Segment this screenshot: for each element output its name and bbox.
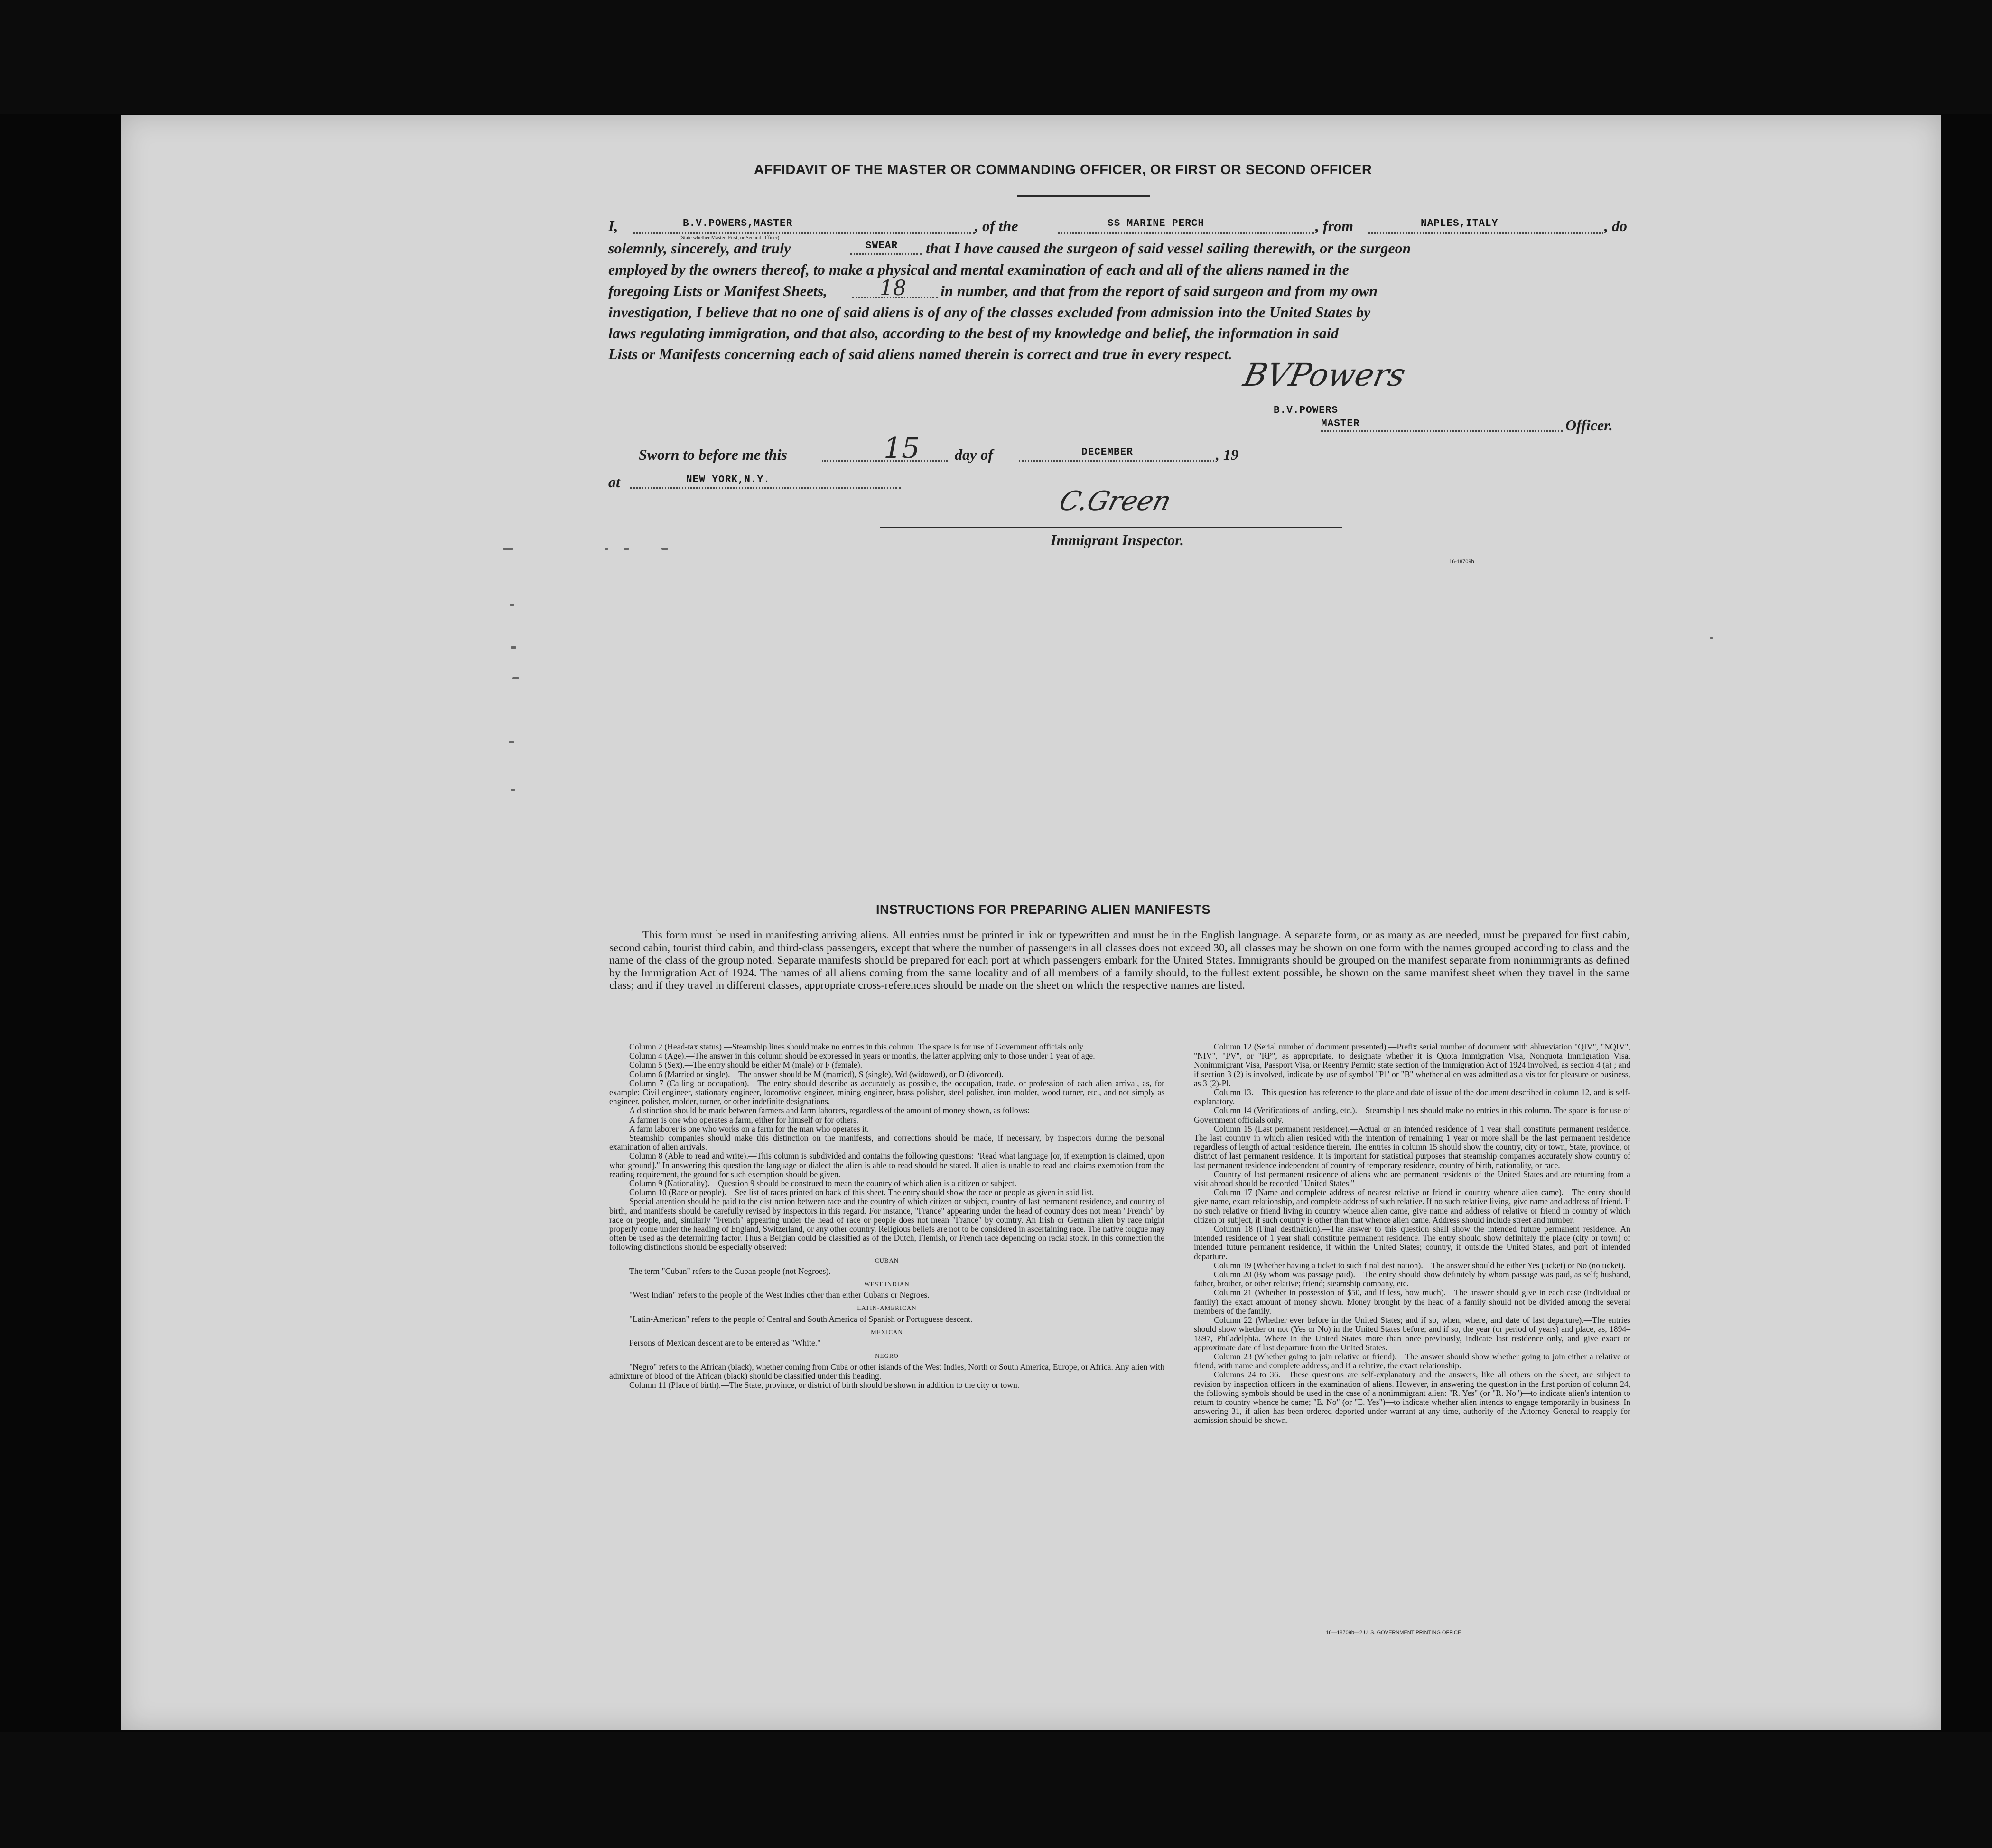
race-subheading: NEGRO: [875, 1352, 899, 1360]
inspector-signature: C.Green: [1056, 486, 1175, 517]
instruction-paragraph: Column 9 (Nationality).—Question 9 should be construed to mean the country of which alien is a citizen or subject.: [629, 1179, 1016, 1189]
scan-speck: [605, 548, 608, 550]
manifest-page: [121, 115, 1941, 1730]
day-of-text: day of: [955, 446, 993, 463]
aff-line6: laws regulating immigration, and that also, according to the best of my knowledge and belief, the information in said: [608, 325, 1339, 342]
oath-blank: [850, 253, 922, 255]
rank-blank: [1321, 430, 1563, 432]
instruction-paragraph: Steamship companies should make this distinction on the manifests, and corrections should be made, if necessary, by inspectors during the personal examination of alien arrivals.: [609, 1133, 1164, 1152]
vessel-blank: [1058, 232, 1314, 234]
intro-paragraph: This form must be used in manifesting arriving aliens. All entries must be printed in ink or typewritten and must be in the English language. A separate form, or as many as are needed, must be prepared for first cabin, second cabin, tourist third cabin, and third-class passengers, except that where the number of passengers in all classes does not exceed 30, all classes may be shown on one form with the names grouped according to class and the name of the class of the group noted. Separate manifests should be prepared for each port at which passengers embark for the United States. Immigrants should be grouped on the manifest separate from nonimmigrants as defined by the Immigration Act of 1924. The names of all aliens coming from the same locality and of all members of a family should, to the fullest extent possible, be shown on the same manifest sheet when they travel in the same class; and if they travel in different classes, appropriate cross-references should be made on the sheet on which the respective names are listed.: [609, 929, 1629, 992]
scan-speck: [1710, 637, 1713, 639]
instruction-paragraph: Column 11 (Place of birth).—The State, province, or district of birth should be shown in addition to the city or town.: [629, 1380, 1020, 1390]
instructions-intro: [609, 929, 1629, 992]
inspector-rule: [880, 527, 1342, 528]
instruction-paragraph: Column 6 (Married or single).—The answer should be M (married), S (single), Wd (widowed), or D (divorced).: [629, 1069, 1004, 1079]
printing-office-footer: 16—18709b—2 U. S. GOVERNMENT PRINTING OFFICE: [1326, 1630, 1461, 1635]
instruction-paragraph: Column 22 (Whether ever before in the United States; and if so, when, where, and date of last departure).—The entries should show whether or not (Yes or No) in the United States before; and if so, the year (or period of years) and place, as, 1894–1897, Philadelphia. Where in the United States more than once previously, indicate last residence only, and give exact or approximate date of last departure from the United States.: [1194, 1315, 1630, 1352]
race-subheading: LATIN-AMERICAN: [857, 1304, 917, 1312]
instruction-paragraph: Column 13.—This question has reference to the place and date of issue of the document described in column 12, and is self-explanatory.: [1194, 1087, 1630, 1106]
inspector-title: Immigrant Inspector.: [1051, 531, 1184, 548]
instruction-paragraph: Columns 24 to 36.—These questions are self-explanatory and the answers, like all others on the sheet, are subject to revision by inspection officers in the examination of aliens. However, in answering the question in the first portion of column 24, the following symbols should be used in the case of a nonimmigrant alien: "R. Yes" (or "R. No")—to indicate alien's intention to return to country whence he came; "E. No" (or "E. Yes")—to indicate whether alien intends to engage temporarily in business. In answering 31, if alien has been ordered deported under warrant at any time, authority of the Attorney General to reapply for admission should be shown.: [1194, 1370, 1630, 1425]
aff-i: I,: [608, 217, 618, 234]
departure-port: NAPLES,ITALY: [1421, 218, 1499, 229]
aff-line4a: foregoing Lists or Manifest Sheets,: [608, 282, 828, 299]
instruction-paragraph: Column 15 (Last permanent residence).—Actual or an intended residence of 1 year shall constitute permanent residence. The last country in which alien resided with the intention of remaining 1 year or more shall be the last permanent residence regardless of length of actual residence therein. The entries in column 15 should show the country, city or town, State, province, or district of last permanent residence. It is important for statistical purposes that steamship companies accurately show country of last permanent residence independent of country of temporary residence, country of birth, nationality, or race.: [1194, 1124, 1630, 1170]
instruction-paragraph: The term "Cuban" refers to the Cuban people (not Negroes).: [629, 1266, 831, 1276]
instruction-paragraph: A distinction should be made between farmers and farm laborers, regardless of the amount of money shown, as follows:: [629, 1105, 1030, 1115]
scan-speck: [510, 604, 514, 606]
instruction-paragraph: Column 14 (Verifications of landing, etc.).—Steamship lines should make no entries in this column. The space is for use of Government officials only.: [1194, 1105, 1630, 1124]
scan-speck: [511, 646, 516, 649]
month-blank: [1019, 460, 1214, 462]
aff-do: , do: [1604, 217, 1627, 234]
instruction-paragraph: Column 2 (Head-tax status).—Steamship lines should make no entries in this column. The space is for use of Government officials only.: [629, 1042, 1085, 1051]
instruction-paragraph: A farm laborer is one who works on a farm for the man who operates it.: [629, 1124, 869, 1133]
oath-word: SWEAR: [866, 241, 898, 251]
port-blank: [1368, 232, 1603, 234]
aff-line7: Lists or Manifests concerning each of said aliens named therein is correct and true in every respect.: [608, 345, 1232, 362]
instruction-paragraph: Column 17 (Name and complete address of nearest relative or friend in country whence alien came).—The entry should give name, exact relationship, and complete address of such relative. If no such relative living, give name and address of friend. If no such relative or friend living in country whence alien came, give name and address of relative or friend in country of which citizen or subject, if such country is other than that whence alien came. Address should include street and number.: [1194, 1188, 1630, 1225]
instruction-paragraph: "Negro" refers to the African (black), whether coming from Cuba or other islands of the West Indies, North or South America, Europe, or Africa. Any alien with admixture of blood of the African (black) should be classified under this heading.: [609, 1362, 1164, 1381]
officer-word: Officer.: [1565, 417, 1613, 434]
instruction-paragraph: "West Indian" refers to the people of the West Indies other than either Cubans or Negroes.: [629, 1290, 930, 1300]
aff-line2a: solemnly, sincerely, and truly: [608, 240, 791, 257]
film-border-top: [0, 0, 1992, 114]
signer-typed-name: B.V.POWERS: [1274, 405, 1339, 416]
instruction-paragraph: Column 23 (Whether going to join relative or friend).—The answer should show whether going to join either a relative or friend, with name and complete address; and if a relative, the exact relationship.: [1194, 1351, 1630, 1371]
title-rule: [1017, 195, 1150, 197]
instruction-paragraph: Column 10 (Race or people).—See list of races printed on back of this sheet. The entry should show the race or people as given in said list.: [629, 1188, 1094, 1198]
instruction-paragraph: Country of last permanent residence of aliens who are permanent residents of the United States and are returning from a visit abroad should be recorded "United States.": [1194, 1169, 1630, 1189]
master-signature: BVPowers: [1240, 357, 1409, 393]
instruction-paragraph: Column 12 (Serial number of document presented).—Prefix serial number of document with abbreviation "QIV", "NQIV", "NIV", "PV", or "RP", as appropriate, to designate whether it is Quota Immigration Visa, Nonquota Immigration Visa, Nonimmigrant Visa, Passport Visa, or Reentry Permit; state section of the Immigration Act of 1924 involved, as section 4 (a) ; and if section 3 (2) is involved, indicate by use of symbol "Pl" or "B" whether alien was admitted as a visitor for pleasure or business, as 3 (2)-Pl.: [1194, 1042, 1630, 1088]
instruction-paragraph: Persons of Mexican descent are to be entered as "White.": [629, 1338, 821, 1348]
sworn-place: NEW YORK,N.Y.: [686, 474, 770, 485]
aff-from: , from: [1315, 217, 1353, 234]
sworn-month: DECEMBER: [1081, 447, 1133, 458]
form-number: 16-18709b: [1449, 559, 1474, 565]
scan-speck: [509, 741, 514, 743]
place-blank: [630, 487, 901, 489]
sworn-text: Sworn to before me this: [639, 446, 787, 463]
aff-line5: investigation, I believe that no one of said aliens is of any of the classes excluded from admission into the United States by: [608, 304, 1371, 321]
sworn-day: 15: [884, 432, 920, 465]
film-border-bottom: [0, 1732, 1992, 1848]
year-prefix: , 19: [1216, 446, 1238, 463]
vessel-name: SS MARINE PERCH: [1108, 218, 1205, 229]
instruction-paragraph: Special attention should be paid to the distinction between race and the country of which citizen or subject, country of last permanent residence, and country of birth, and manifests should be carefully revised by inspectors in this regard. For instance, "France" appearing under the head of country does not mean "French" by race or people, and, similarly "French" appearing under the head of race or people does not mean "France" by country. An Irish or German alien by race might properly come under the heading of England, Switzerland, or any other country. Religious beliefs are not to be considered in ascertaining race. The native tongue may often be used as the determining factor. Thus a Belgian could be classified as of the Dutch, Flemish, or French race depending on racial stock. In this connection the following distinctions should be especially observed:: [609, 1197, 1164, 1252]
scan-speck: [512, 677, 519, 679]
instruction-paragraph: Column 7 (Calling or occupation).—The entry should describe as accurately as possible, the occupation, trade, or profession of each alien arrival, as, for example: Civil engineer, stationary engineer, locomotive engineer, mining engineer, brass polisher, steel polisher, iron molder, wood turner, etc., and not simply as engineer, polisher, molder, turner, or other indefinite designations.: [609, 1078, 1164, 1106]
instruction-paragraph: Column 18 (Final destination).—The answer to this question shall show the intended future permanent residence. An intended residence of 1 year shall constitute permanent residence. The entry should show definitely the place (city or town) of intended future permanent residence, if within the United States; country, if outside the United States, and port of intended departure.: [1194, 1224, 1630, 1261]
aff-of: , of the: [975, 217, 1018, 234]
officer-note: (State whether Master, First, or Second Officer): [680, 235, 780, 241]
instruction-paragraph: Column 19 (Whether having a ticket to such final destination).—The answer should be either Yes (ticket) or No (no ticket).: [1214, 1260, 1626, 1270]
instruction-paragraph: Column 20 (By whom was passage paid).—The entry should show definitely by whom passage was paid, as self; husband, father, brother, or other relative; friend; steamship company, etc.: [1194, 1270, 1630, 1289]
scan-speck: [661, 548, 668, 550]
scan-speck: [503, 548, 513, 550]
master-name: B.V.POWERS,MASTER: [683, 218, 793, 229]
instructions-left-column: [609, 1042, 1164, 1390]
at-word: at: [608, 474, 620, 491]
instruction-paragraph: Column 8 (Able to read and write).—This column is subdivided and contains the following questions: "Read what language [or, if exemption is claimed, upon what ground]." In answering this question the language or dialect the alien is able to read should be stated. If alien is unable to read and claims exemption from the reading requirement, the ground for such exemption should be given.: [609, 1151, 1164, 1179]
affidavit-title: AFFIDAVIT OF THE MASTER OR COMMANDING OFFICER, OR FIRST OR SECOND OFFICER: [754, 162, 1372, 177]
instruction-paragraph: A farmer is one who operates a farm, either for himself or for others.: [629, 1114, 859, 1124]
scan-speck: [511, 789, 515, 791]
scan-speck: [624, 548, 629, 550]
instructions-title: INSTRUCTIONS FOR PREPARING ALIEN MANIFESTS: [876, 902, 1211, 917]
signer-rank: MASTER: [1321, 418, 1360, 429]
sheet-count: 18: [880, 276, 906, 300]
instruction-paragraph: Column 4 (Age).—The answer in this column should be expressed in years or months, the latter applying only to those under 1 year of age.: [629, 1051, 1095, 1061]
race-subheading: CUBAN: [875, 1256, 899, 1264]
race-subheading: MEXICAN: [871, 1328, 903, 1336]
aff-line3: employed by the owners thereof, to make a physical and mental examination of each and all of the aliens named in the: [608, 261, 1349, 278]
aff-line4b: in number, and that from the report of said surgeon and from my own: [940, 282, 1378, 299]
instruction-paragraph: "Latin-American" refers to the people of Central and South America of Spanish or Portuguese descent.: [629, 1314, 973, 1324]
name-blank: [633, 232, 975, 234]
instruction-paragraph: Column 21 (Whether in possession of $50, and if less, how much).—The answer should give in each case (individual or family) the exact amount of money shown. Money brought by the head of a family should not be divided among the several members of the family.: [1194, 1288, 1630, 1316]
race-subheading: WEST INDIAN: [864, 1281, 910, 1288]
aff-line2b: that I have caused the surgeon of said vessel sailing therewith, or the surgeon: [926, 240, 1411, 257]
instruction-paragraph: Column 5 (Sex).—The entry should be either M (male) or F (female).: [629, 1060, 863, 1070]
instructions-right-column: [1194, 1042, 1630, 1425]
